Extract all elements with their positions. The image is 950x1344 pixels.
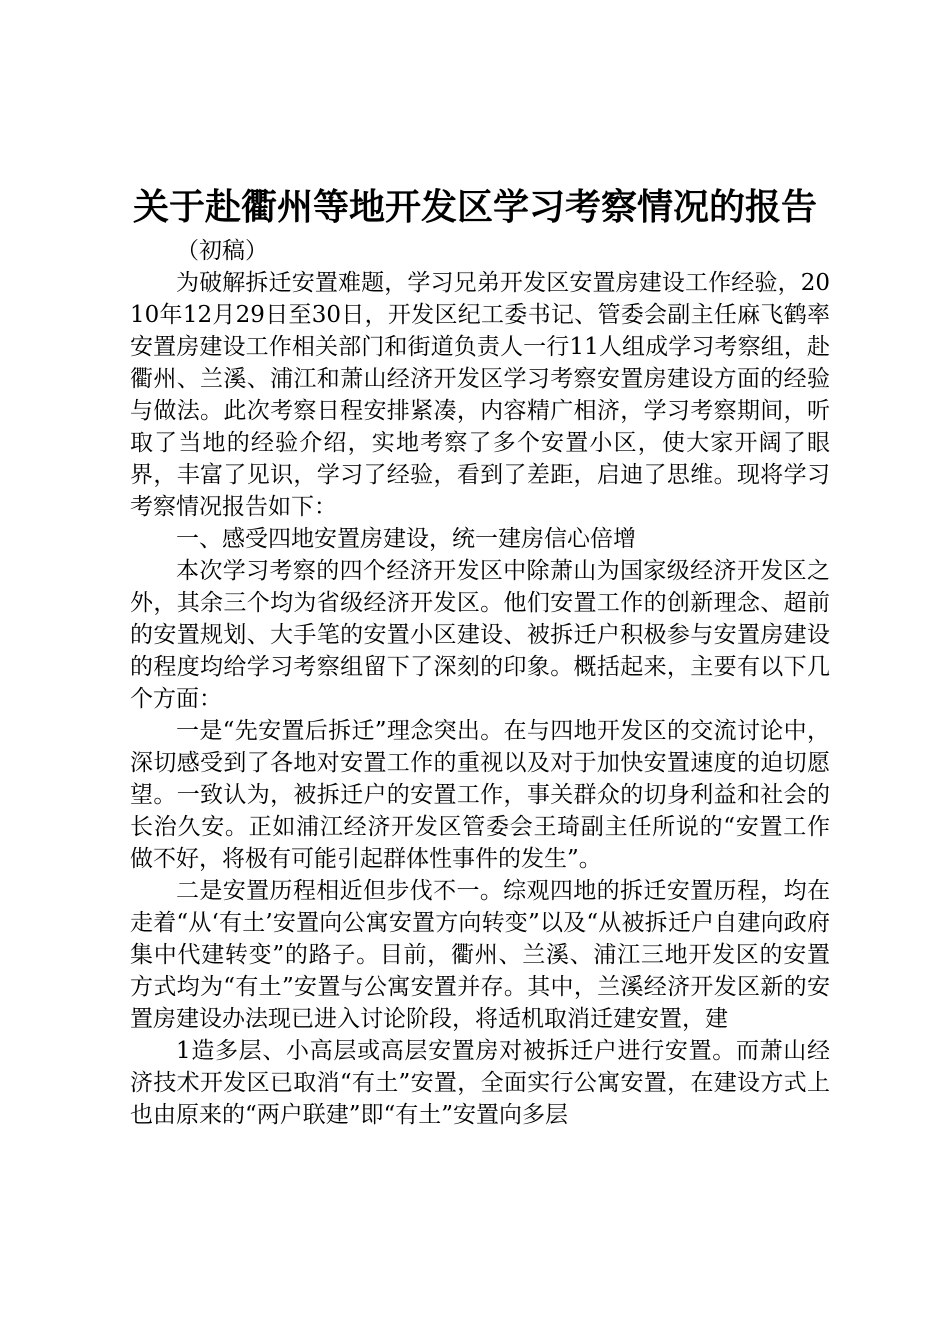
paragraph-point-1: 一是“先安置后拆迁”理念突出。在与四地开发区的交流讨论中，深切感受到了各地对安置工作的重视以及对于加快安置速度的迫切愿望。一致认为，被拆迁户的安置工作，事关群众的切身利益和社会的长治久安。正如浦江经济开发区管委会王琦副主任所说的“安置工作做不好，将极有可能引起群体性事件的发生”。: [130, 718, 830, 872]
paragraph-overview: 本次学习考察的四个经济开发区中除萧山为国家级经济开发区之外，其余三个均为省级经济开发区。他们安置工作的创新理念、超前的安置规划、大手笔的安置小区建设、被拆迁户积极参与安置房建设的程度均给学习考察组留下了深刻的印象。概括起来，主要有以下几个方面：: [130, 558, 830, 712]
draft-label: （初稿）: [176, 238, 268, 264]
document-title: 关于赴衢州等地开发区学习考察情况的报告: [132, 187, 817, 228]
document-body: [130, 235, 830, 1131]
paragraph-point-2: 二是安置历程相近但步伐不一。综观四地的拆迁安置历程，均在走着“从‘有土’安置向公寓安置方向转变”以及“从被拆迁户自建向政府集中代建转变”的路子。目前，衢州、兰溪、浦江三地开发区的安置方式均为“有土”安置与公寓安置并存。其中，兰溪经济开发区新的安置房建设办法现已进入讨论阶段，将适机取消迁建安置，建: [130, 878, 830, 1032]
paragraph-intro: 为破解拆迁安置难题，学习兄弟开发区安置房建设工作经验，2010年12月29日至30日，开发区纪工委书记、管委会副主任麻飞鹤率安置房建设工作相关部门和街道负责人一行11人组成学习考察组，赴衢州、兰溪、浦江和萧山经济开发区学习考察安置房建设方面的经验与做法。此次考察日程安排紧凑，内容精广相济，学习考察期间，听取了当地的经验介绍，实地考察了多个安置小区，使大家开阔了眼界，丰富了见识，学习了经验，看到了差距，启迪了思维。现将学习考察情况报告如下：: [130, 270, 830, 520]
section-heading-1: 一、感受四地安置房建设，统一建房信心倍增: [176, 526, 636, 552]
paragraph-continued: 1造多层、小高层或高层安置房对被拆迁户进行安置。而萧山经济技术开发区已取消“有土”安置，全面实行公寓安置，在建设方式上也由原来的“两户联建”即“有土”安置向多层: [130, 1038, 830, 1128]
